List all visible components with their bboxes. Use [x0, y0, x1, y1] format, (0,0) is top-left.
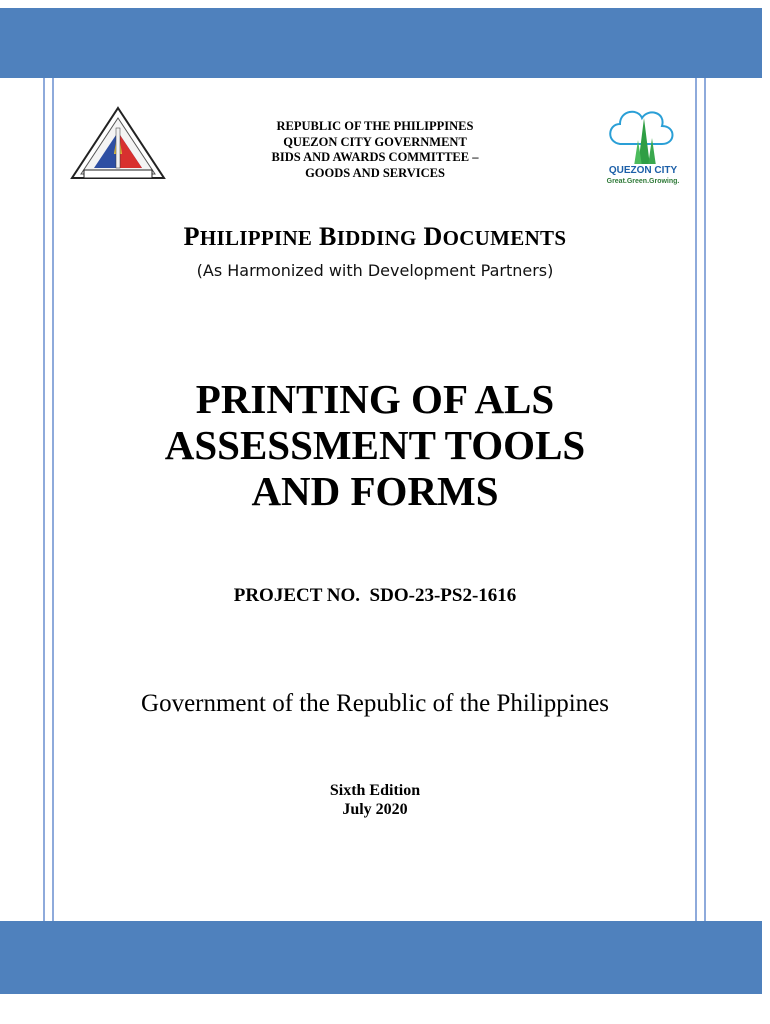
project-number-text: PROJECT NO. SDO-23-PS2-1616 [233, 585, 517, 606]
top-color-band [0, 8, 762, 78]
title-initial-p: P [183, 222, 200, 251]
project-title-line-2: ASSESSMENT TOOLS [164, 422, 586, 468]
document-title [0, 222, 750, 252]
title-rest-idding: IDDING [336, 226, 417, 250]
brand-logo-tagline: Great.Green.Growing. [606, 178, 680, 185]
title-rest-hilippine: HILIPPINE [199, 226, 313, 250]
header-line-1: REPUBLIC OF THE PHILIPPINES [276, 119, 474, 133]
edition-date: July 2020 [342, 801, 408, 818]
title-initial-b: B [319, 222, 337, 251]
project-title-line-1: PRINTING OF ALS [195, 376, 555, 422]
header-line-2: QUEZON CITY GOVERNMENT [283, 134, 467, 149]
project-number [0, 585, 750, 607]
quezon-city-brand-logo [598, 104, 688, 191]
project-title-line-3: AND FORMS [251, 468, 499, 514]
government-line: Government of the Republic of the Philippines [141, 690, 609, 717]
header-line-4: GOODS AND SERVICES [305, 165, 445, 180]
header-line-3: BIDS AND AWARDS COMMITTEE – [271, 150, 479, 164]
brand-logo-name: QUEZON CITY [608, 165, 678, 176]
bottom-color-band [0, 921, 762, 994]
edition-block [0, 781, 750, 819]
project-title [0, 376, 750, 514]
title-initial-d: D [423, 222, 443, 251]
edition-label: Sixth Edition [329, 782, 421, 799]
document-subtitle: (As Harmonized with Development Partners) [196, 261, 554, 280]
title-rest-ocuments: OCUMENTS [442, 226, 567, 250]
